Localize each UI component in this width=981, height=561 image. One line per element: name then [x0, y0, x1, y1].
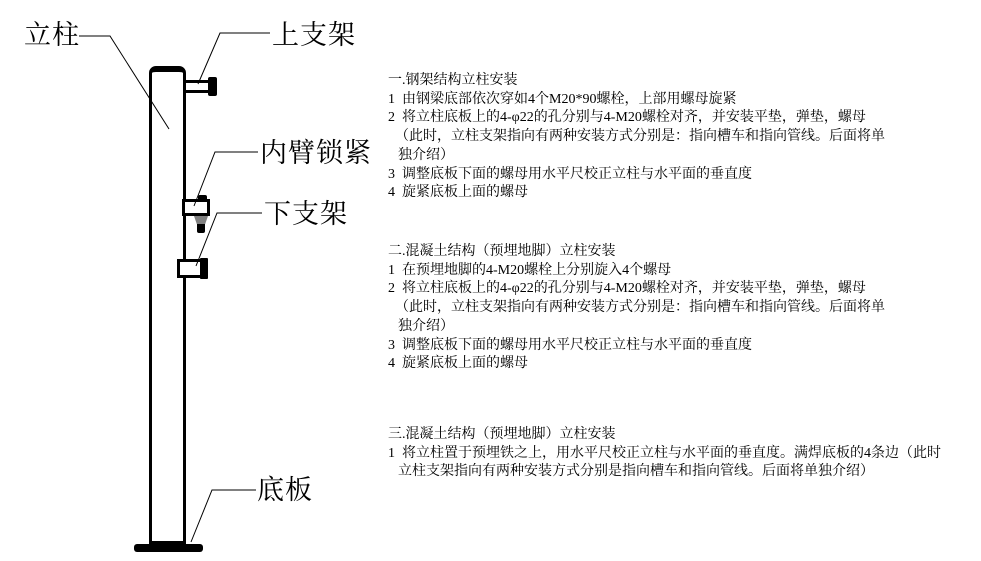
- instruction-line: 独介绍）: [398, 318, 454, 334]
- instruction-line: 1 在预埋地脚的4-M20螺栓上分别旋入4个螺母: [388, 262, 672, 278]
- upper-bracket-cap-shape: [208, 77, 217, 96]
- instruction-line: 4 旋紧底板上面的螺母: [388, 356, 528, 372]
- inner-arm-lock-nub-shape: [198, 195, 207, 200]
- instruction-line: 1 将立柱置于预埋铁之上，用水平尺校正立柱与水平面的垂直度。满焊底板的4条边（此时: [388, 445, 941, 461]
- lock-bolt-head-shape: [194, 216, 208, 224]
- lock-bolt-stem-shape: [197, 224, 205, 233]
- section-concrete-embedded-weld-installation: [388, 426, 973, 482]
- instruction-line: 2 将立柱底板上的4-φ22的孔分别与4-M20螺栓对齐，并安装平垫，弹垫，螺母: [388, 281, 866, 297]
- column-body-shape: [149, 66, 186, 544]
- instruction-line: 3 调整底板下面的螺母用水平尺校正立柱与水平面的垂直度: [388, 166, 752, 182]
- lower-bracket-cap-shape: [200, 258, 208, 279]
- section-title: 二.混凝土结构（预埋地脚）立柱安装: [388, 244, 616, 259]
- section-title: 三.混凝土结构（预埋地脚）立柱安装: [388, 427, 616, 442]
- instruction-line: 2 将立柱底板上的4-φ22的孔分别与4-M20螺栓对齐，并安装平垫，弹垫，螺母: [388, 110, 866, 126]
- label-base-plate: 底板: [257, 475, 313, 505]
- section-steel-frame-installation: [388, 72, 973, 203]
- instruction-line: 4 旋紧底板上面的螺母: [388, 185, 528, 201]
- instruction-line: 1 由钢梁底部依次穿如4个M20*90螺栓，上部用螺母旋紧: [388, 91, 737, 107]
- label-lower-bracket: 下支架: [264, 199, 348, 229]
- section-title: 一.钢架结构立柱安装: [388, 73, 518, 88]
- instruction-line: 独介绍）: [398, 147, 454, 163]
- base-plate-leader-line: [191, 490, 256, 542]
- instruction-line: 3 调整底板下面的螺母用水平尺校正立柱与水平面的垂直度: [388, 337, 752, 353]
- section-concrete-embedded-installation: [388, 243, 973, 374]
- instruction-line: 立柱支架指向有两种安装方式分别是指向槽车和指向管线。后面将单独介绍）: [398, 464, 874, 480]
- inner-arm-lock-block-shape: [182, 199, 210, 216]
- label-upper-bracket: 上支架: [272, 20, 356, 50]
- upper-bracket-shape: [183, 80, 211, 93]
- label-inner-arm-lock: 内臂锁紧: [260, 138, 372, 168]
- label-column: 立柱: [24, 20, 80, 50]
- base-plate-shape: [134, 544, 203, 552]
- instruction-line: （此时，立柱支架指向有两种安装方式分别是：指向槽车和指向管线。后面将单: [395, 300, 885, 316]
- instruction-line: （此时，立柱支架指向有两种安装方式分别是：指向槽车和指向管线。后面将单: [395, 129, 885, 145]
